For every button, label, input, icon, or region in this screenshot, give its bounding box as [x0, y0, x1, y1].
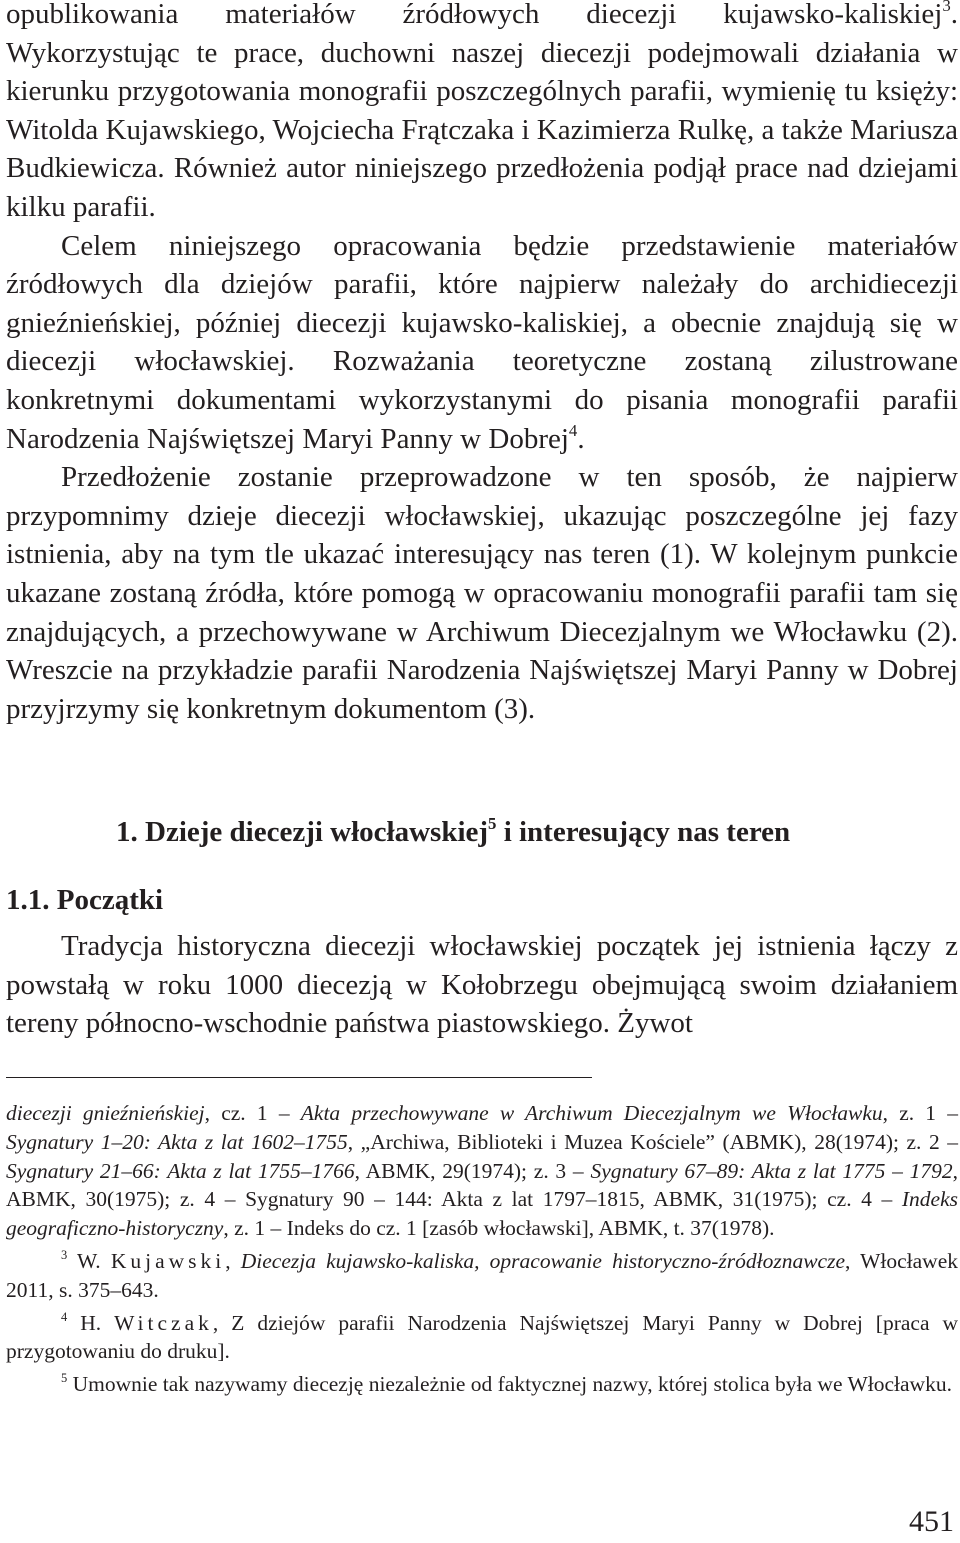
- footnote-number: 3: [61, 1248, 68, 1263]
- author-name: Witczak: [114, 1310, 213, 1335]
- footnote-ref-4[interactable]: 4: [568, 420, 578, 440]
- footnote-separator: [6, 1077, 592, 1078]
- author-name: Kujawski: [110, 1248, 226, 1273]
- footnote-number: 4: [61, 1309, 68, 1324]
- paragraph-2: Celem niniejszego opracowania będzie przedstawienie materiałów źródłowych dla dziejów parafii, które najpierw należały do archidiecezji gnieźnieńskiej, później diecezji kujawsko-kaliskiej, a obecnie znajdują się w diecezji włocławskiej. Rozważania teoretyczne zostaną zilustrowane konkretnymi dokumentami wykorzystanymi do pisania monografii parafii Narodzenia Najświętszej Maryi Panny w Dobrej$^4$.: [6, 229, 958, 455]
- footnote-continued: diecezji gnieźnieńskiej, cz. 1 – Akta przechowywane w Archiwum Diecezjalnym we Włocławku, z. 1 – Sygnatury 1–20: Akta z lat 1602–1755, „Archiwa, Biblioteki i Muzea Kościele” (ABMK), 28(1974); z. 2 – Sygnatury 21–66: Akta z lat 1755–1766, ABMK, 29(1974); z. 3 – Sygnatury 67–89: Akta z lat 1775 – 1792, ABMK, 30(1975); z. 4 – Sygnatury 90 – 144: Akta z lat 1797–1815, ABMK, 31(1975); cz. 4 – Indeks geograficzno-historyczny, z. 1 – Indeks do cz. 1 [zasób włocławski], ABMK, t. 37(1978).: [6, 1101, 958, 1241]
- footnote-5: $^5$ Umownie tak nazywamy diecezję niezależnie od faktycznej nazwy, której stolica była we Włocławku.: [61, 1371, 952, 1397]
- footnote-ref-5[interactable]: 5: [488, 814, 497, 834]
- subsection-heading: 1.1. Początki: [6, 884, 164, 916]
- footnotes: [6, 1099, 958, 1403]
- page-number: 451: [909, 1505, 954, 1538]
- paragraph-1: opublikowania materiałów źródłowych diecezji kujawsko-kaliskiej$^3$. Wykorzystując te prace, duchowni naszej diecezji podejmowali działania w kierunku przygotowania monografii poszczególnych parafii, wymienię tu księży: Witolda Kujawskiego, Wojciecha Frątczaka i Kazimierza Rulkę, a także Mariusza Budkiewicza. Również autor niniejszego przedłożenia podjął prace nad dziejami kilku parafii.: [6, 0, 958, 227]
- footnote-ref-3[interactable]: 3: [942, 0, 951, 16]
- paragraph-3: Przedłożenie zostanie przeprowadzone w ten sposób, że najpierw przypomnimy dzieje diecezji włocławskiej, ukazując poszczególne jej fazy istnienia, aby na tym tle ukazać interesujący nas teren (1). W kolejnym punkcie ukazane zostaną źródła, które pomogą w opracowaniu monografii parafii tam się znajdujących, a przechowywane w Archiwum Diecezjalnym we Włocławku (2). Wreszcie na przykładzie parafii Narodzenia Najświętszej Maryi Panny w Dobrej przyjrzymy się konkretnym dokumentom (3).: [6, 461, 958, 725]
- section-heading: 1. Dzieje diecezji włocławskiej$^5$ i interesujący nas teren: [116, 814, 791, 848]
- footnote-number: 5: [61, 1371, 68, 1386]
- main-text-top: [6, 0, 958, 728]
- book-page: [6, 0, 958, 1543]
- footnote-4: $^4$ H. Witczak, Z dziejów parafii Narodzenia Najświętszej Maryi Panny w Dobrej [praca w przygotowaniu do druku].: [6, 1309, 958, 1364]
- main-text-bottom: [6, 927, 958, 1043]
- paragraph-4: Tradycja historyczna diecezji włocławskiej początek jej istnienia łączy z powstałą w roku 1000 diecezją w Kołobrzegu obejmującą swoim działaniem tereny północno-wschodnie państwa piastowskiego. Żywot: [6, 930, 958, 1040]
- footnote-3: $^3$ W. Kujawski, Diecezja kujawsko-kaliska, opracowanie historyczno-źródłoznawcze, Włocławek 2011, s. 375–643.: [6, 1248, 958, 1302]
